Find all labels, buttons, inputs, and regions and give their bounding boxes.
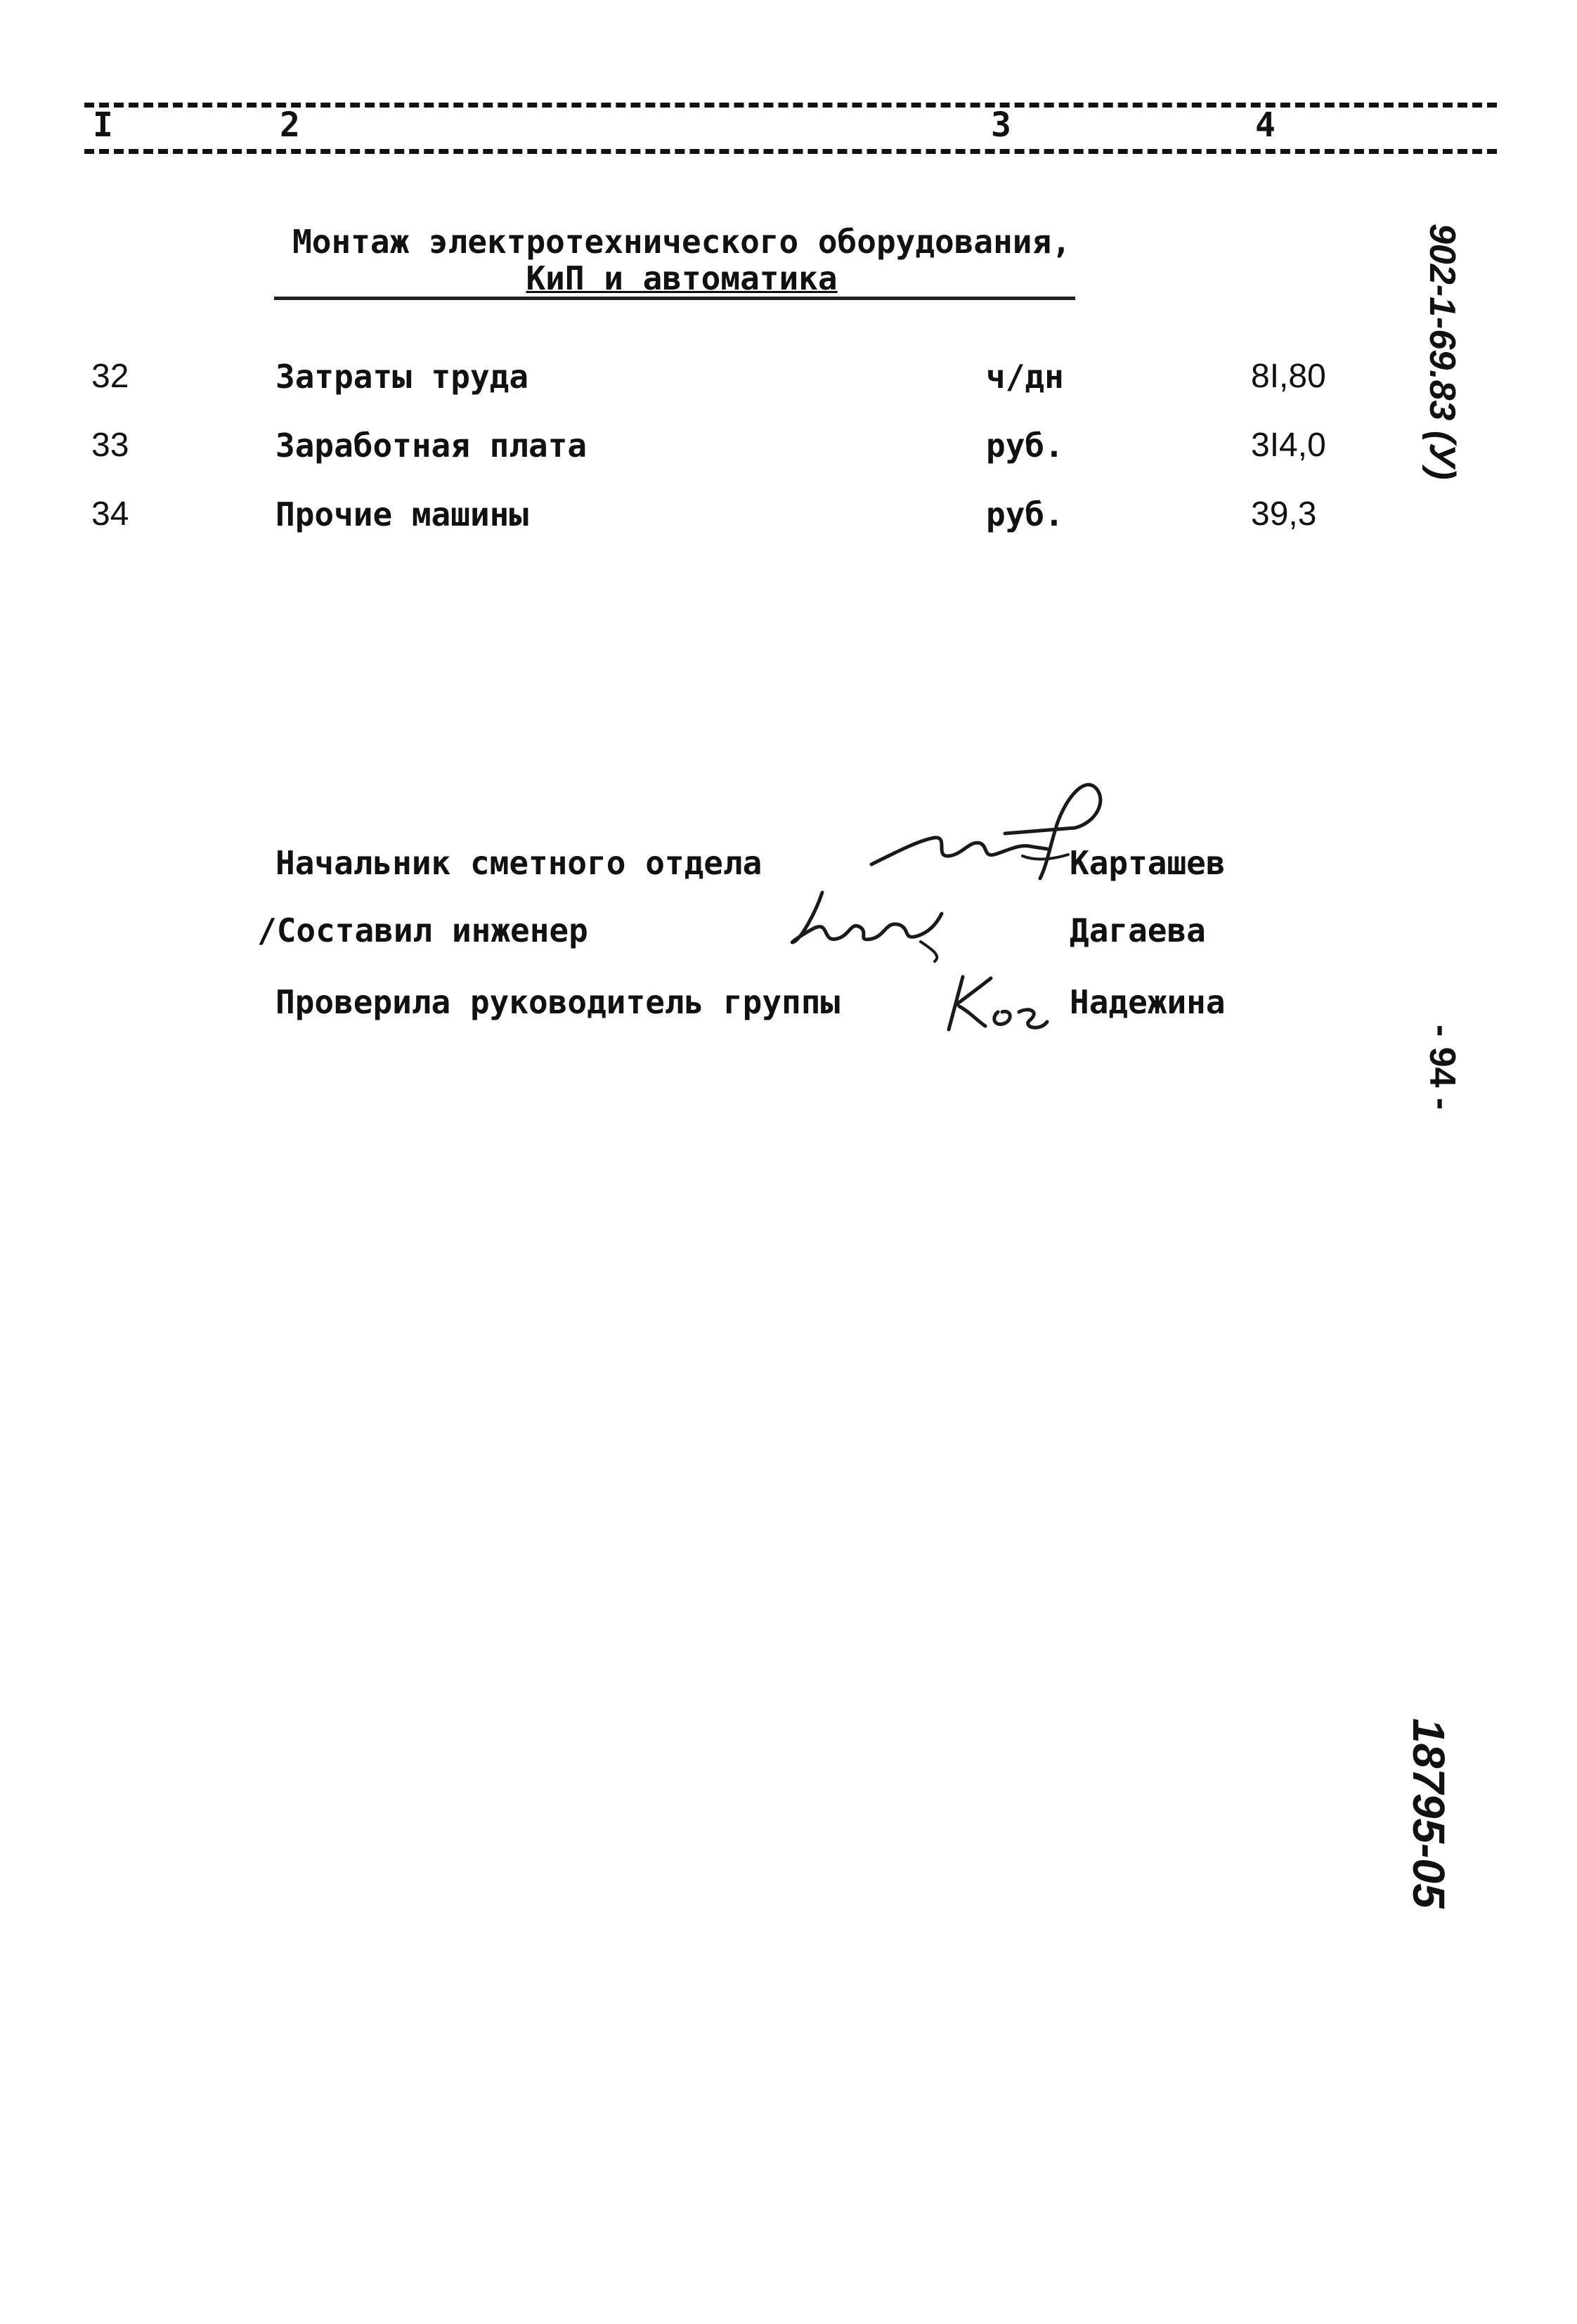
column-number-2: 2 bbox=[280, 105, 300, 145]
inventory-number-vertical: 18795-05 bbox=[1403, 1718, 1454, 1909]
signature-person: Карташев bbox=[1070, 844, 1226, 882]
row-number: 32 bbox=[91, 358, 129, 395]
section-heading-rule bbox=[274, 297, 1075, 300]
table-row bbox=[0, 424, 1577, 467]
row-unit: руб. bbox=[986, 427, 1064, 465]
signature-role: Проверила руководитель группы bbox=[275, 983, 841, 1021]
row-unit: ч/дн bbox=[986, 358, 1064, 396]
row-unit: руб. bbox=[986, 495, 1064, 533]
section-heading-line2: КиП и автоматика bbox=[526, 259, 838, 297]
handwritten-signature-checker bbox=[935, 963, 1061, 1040]
row-number: 33 bbox=[91, 427, 129, 464]
column-number-4: 4 bbox=[1255, 105, 1276, 145]
row-value: 39,3 bbox=[1251, 495, 1317, 533]
row-name: Прочие машины bbox=[275, 495, 529, 533]
signature-person: Дагаева bbox=[1070, 911, 1206, 949]
signature-person: Надежина bbox=[1070, 983, 1226, 1021]
row-value: 8I,80 bbox=[1251, 358, 1326, 395]
signature-role: Начальник сметного отдела bbox=[275, 844, 762, 882]
document-code-vertical: 902-1-69.83 (У) bbox=[1422, 223, 1462, 480]
column-number-3: 3 bbox=[991, 105, 1011, 145]
signature-row-checker bbox=[0, 980, 1577, 1025]
row-number: 34 bbox=[91, 495, 129, 533]
header-bottom-rule bbox=[84, 149, 1497, 154]
page-number-vertical: - 94 - bbox=[1422, 1025, 1462, 1110]
handwritten-signature-author bbox=[780, 871, 984, 963]
column-number-1: I bbox=[93, 105, 113, 145]
row-name: Затраты труда bbox=[275, 358, 529, 396]
table-row bbox=[0, 356, 1577, 398]
table-row bbox=[0, 493, 1577, 535]
row-name: Заработная плата bbox=[275, 427, 588, 465]
section-heading-line1: Монтаж электротехнического оборудования, bbox=[292, 223, 1071, 261]
signature-role: /Составил инженер bbox=[257, 911, 588, 949]
row-value: 3I4,0 bbox=[1251, 427, 1326, 464]
section-heading bbox=[274, 223, 1089, 297]
